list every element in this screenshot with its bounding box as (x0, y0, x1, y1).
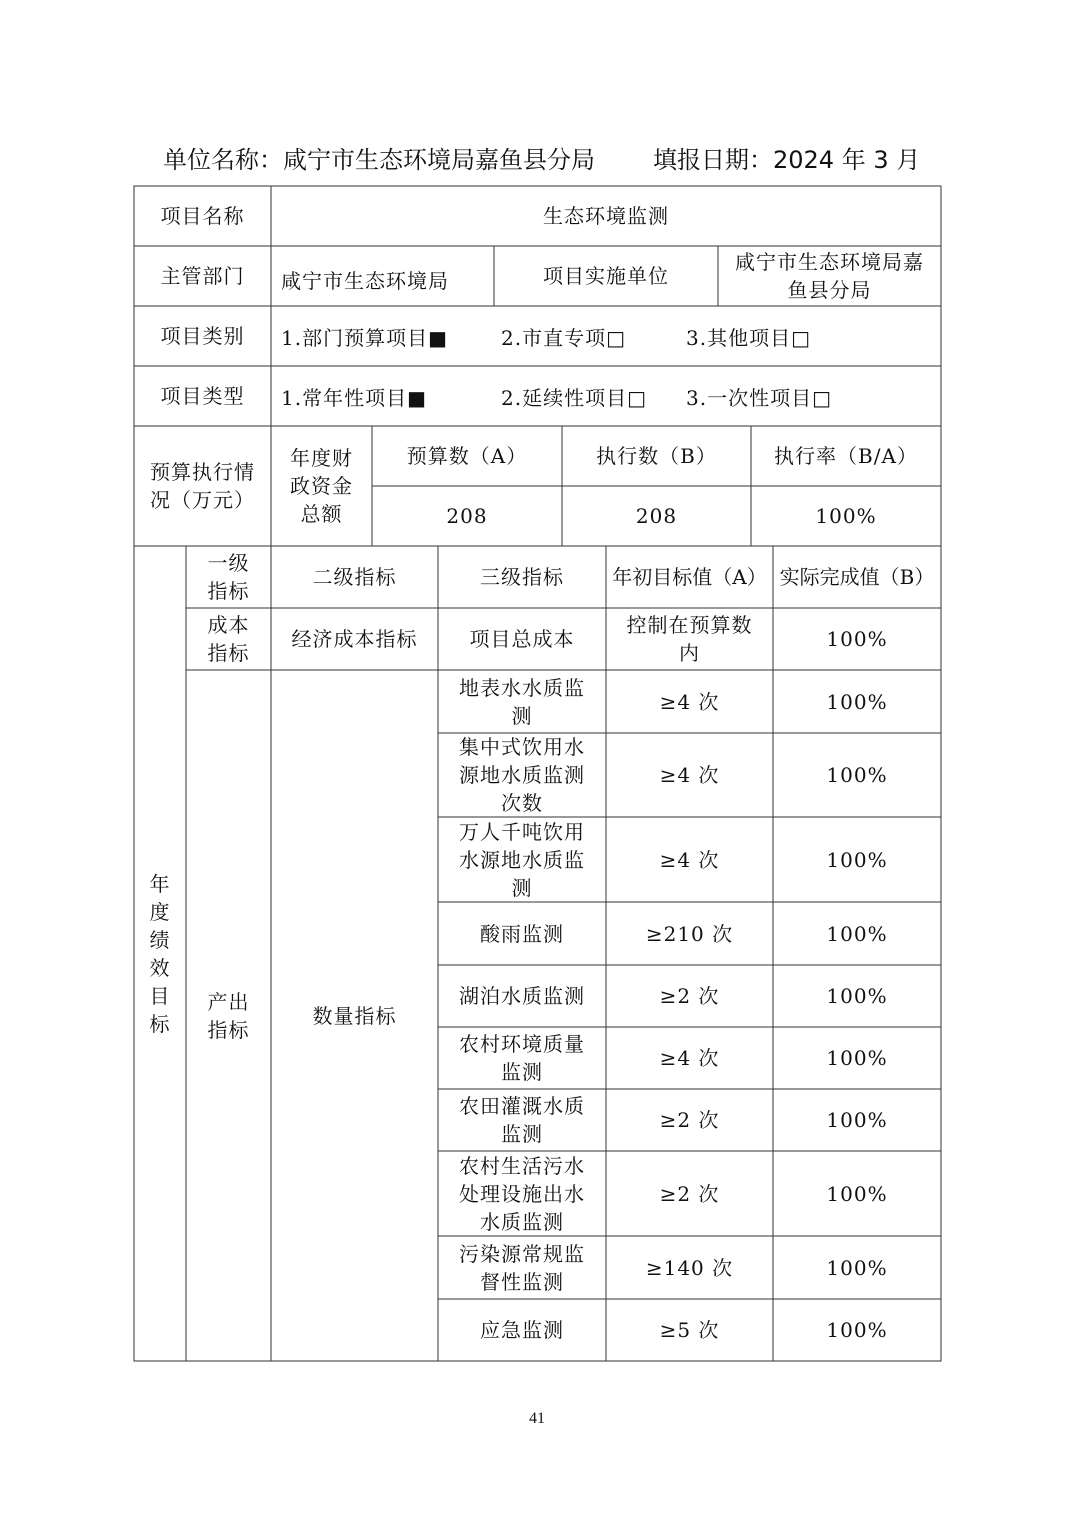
type-options (281, 366, 931, 426)
output-row-level3: 农村环境质量监测 (459, 1032, 585, 1084)
goals-header-actual: 实际完成值（B） (779, 565, 935, 589)
output-row-level3: 万人千吨饮用水源地水质监测 (459, 819, 585, 900)
implementing-unit-label: 项目实施单位 (543, 264, 669, 288)
goals-header-target: 年初目标值（A） (612, 565, 767, 589)
budget-value-executed: 208 (635, 504, 678, 528)
output-row-level3: 集中式饮用水源地水质监测次数 (459, 735, 585, 815)
output-level1: 产出指标 (207, 989, 250, 1042)
budget-sub-label: 年度财政资金总额 (290, 446, 353, 526)
department-value: 咸宁市生态环境局 (281, 269, 449, 293)
type-option-1: 1.常年性项目■ (281, 385, 427, 410)
output-row-actual: 100% (826, 689, 888, 714)
output-row-target: ≥4 次 (659, 763, 720, 787)
output-row-target: ≥140 次 (645, 1255, 734, 1280)
type-option-3: 3.一次性项目□ (686, 385, 832, 410)
implementing-unit-value: 咸宁市生态环境局嘉鱼县分局 (735, 250, 924, 302)
report-date: 填报日期：2024 年 3 月 (653, 146, 921, 174)
output-row-level3: 农田灌溉水质监测 (459, 1094, 585, 1146)
goals-header-level2: 二级指标 (312, 565, 397, 589)
output-row-actual: 100% (826, 1108, 888, 1132)
output-row-target: ≥2 次 (659, 1108, 720, 1132)
department-label: 主管部门 (160, 264, 245, 288)
goals-header-level3: 三级指标 (480, 565, 564, 589)
output-row-actual: 100% (826, 921, 888, 946)
budget-header-planned: 预算数（A） (406, 444, 528, 468)
unit-name: 单位名称：咸宁市生态环境局嘉鱼县分局 (163, 146, 595, 174)
cost-target: 控制在预算数内 (626, 613, 753, 665)
type-label: 项目类型 (160, 384, 245, 408)
output-row-target: ≥4 次 (659, 689, 720, 714)
project-name-label: 项目名称 (160, 204, 245, 228)
output-row-actual: 100% (826, 1046, 888, 1070)
output-row-target: ≥2 次 (659, 1181, 720, 1206)
category-option-3: 3.其他项目□ (686, 325, 811, 350)
output-row-actual: 100% (826, 1318, 888, 1342)
type-option-2: 2.延续性项目□ (501, 385, 647, 410)
category-option-1: 1.部门预算项目■ (281, 325, 448, 350)
output-row-level3: 湖泊水质监测 (459, 984, 585, 1008)
output-row-actual: 100% (826, 984, 888, 1008)
output-row-actual: 100% (826, 1255, 888, 1280)
output-row-target: ≥5 次 (659, 1318, 720, 1342)
category-option-2: 2.市直专项□ (501, 325, 626, 350)
output-row-level3: 农村生活污水处理设施出水水质监测 (459, 1153, 585, 1234)
cost-level1: 成本指标 (207, 613, 250, 665)
category-label: 项目类别 (160, 324, 245, 348)
output-row-actual: 100% (826, 763, 888, 787)
budget-header-rate: 执行率（B/A） (774, 444, 918, 468)
output-row-target: ≥2 次 (659, 984, 720, 1008)
page-number: 41 (529, 1410, 545, 1427)
output-row-target: ≥210 次 (645, 921, 734, 946)
output-row-level3: 污染源常规监督性监测 (459, 1241, 585, 1294)
output-row-level3: 应急监测 (480, 1318, 564, 1342)
output-row-actual: 100% (826, 847, 888, 872)
budget-header-executed: 执行数（B） (596, 444, 717, 468)
output-row-level3: 地表水水质监测 (459, 675, 585, 728)
cost-actual: 100% (826, 627, 888, 651)
cost-level2: 经济成本指标 (291, 627, 418, 651)
output-level2: 数量指标 (312, 1003, 397, 1028)
budget-label: 预算执行情况（万元） (150, 460, 255, 512)
output-row-target: ≥4 次 (659, 847, 720, 872)
cost-level3: 项目总成本 (469, 627, 575, 651)
budget-value-rate: 100% (815, 504, 877, 528)
output-row-target: ≥4 次 (659, 1046, 720, 1070)
output-row-level3: 酸雨监测 (480, 921, 564, 946)
project-name-value: 生态环境监测 (543, 204, 669, 228)
output-row-actual: 100% (826, 1181, 888, 1206)
goals-header-level1: 一级指标 (207, 551, 250, 603)
budget-value-planned: 208 (446, 504, 488, 528)
goals-section-label: 年度绩效目标 (149, 871, 171, 1036)
category-options (281, 306, 931, 366)
